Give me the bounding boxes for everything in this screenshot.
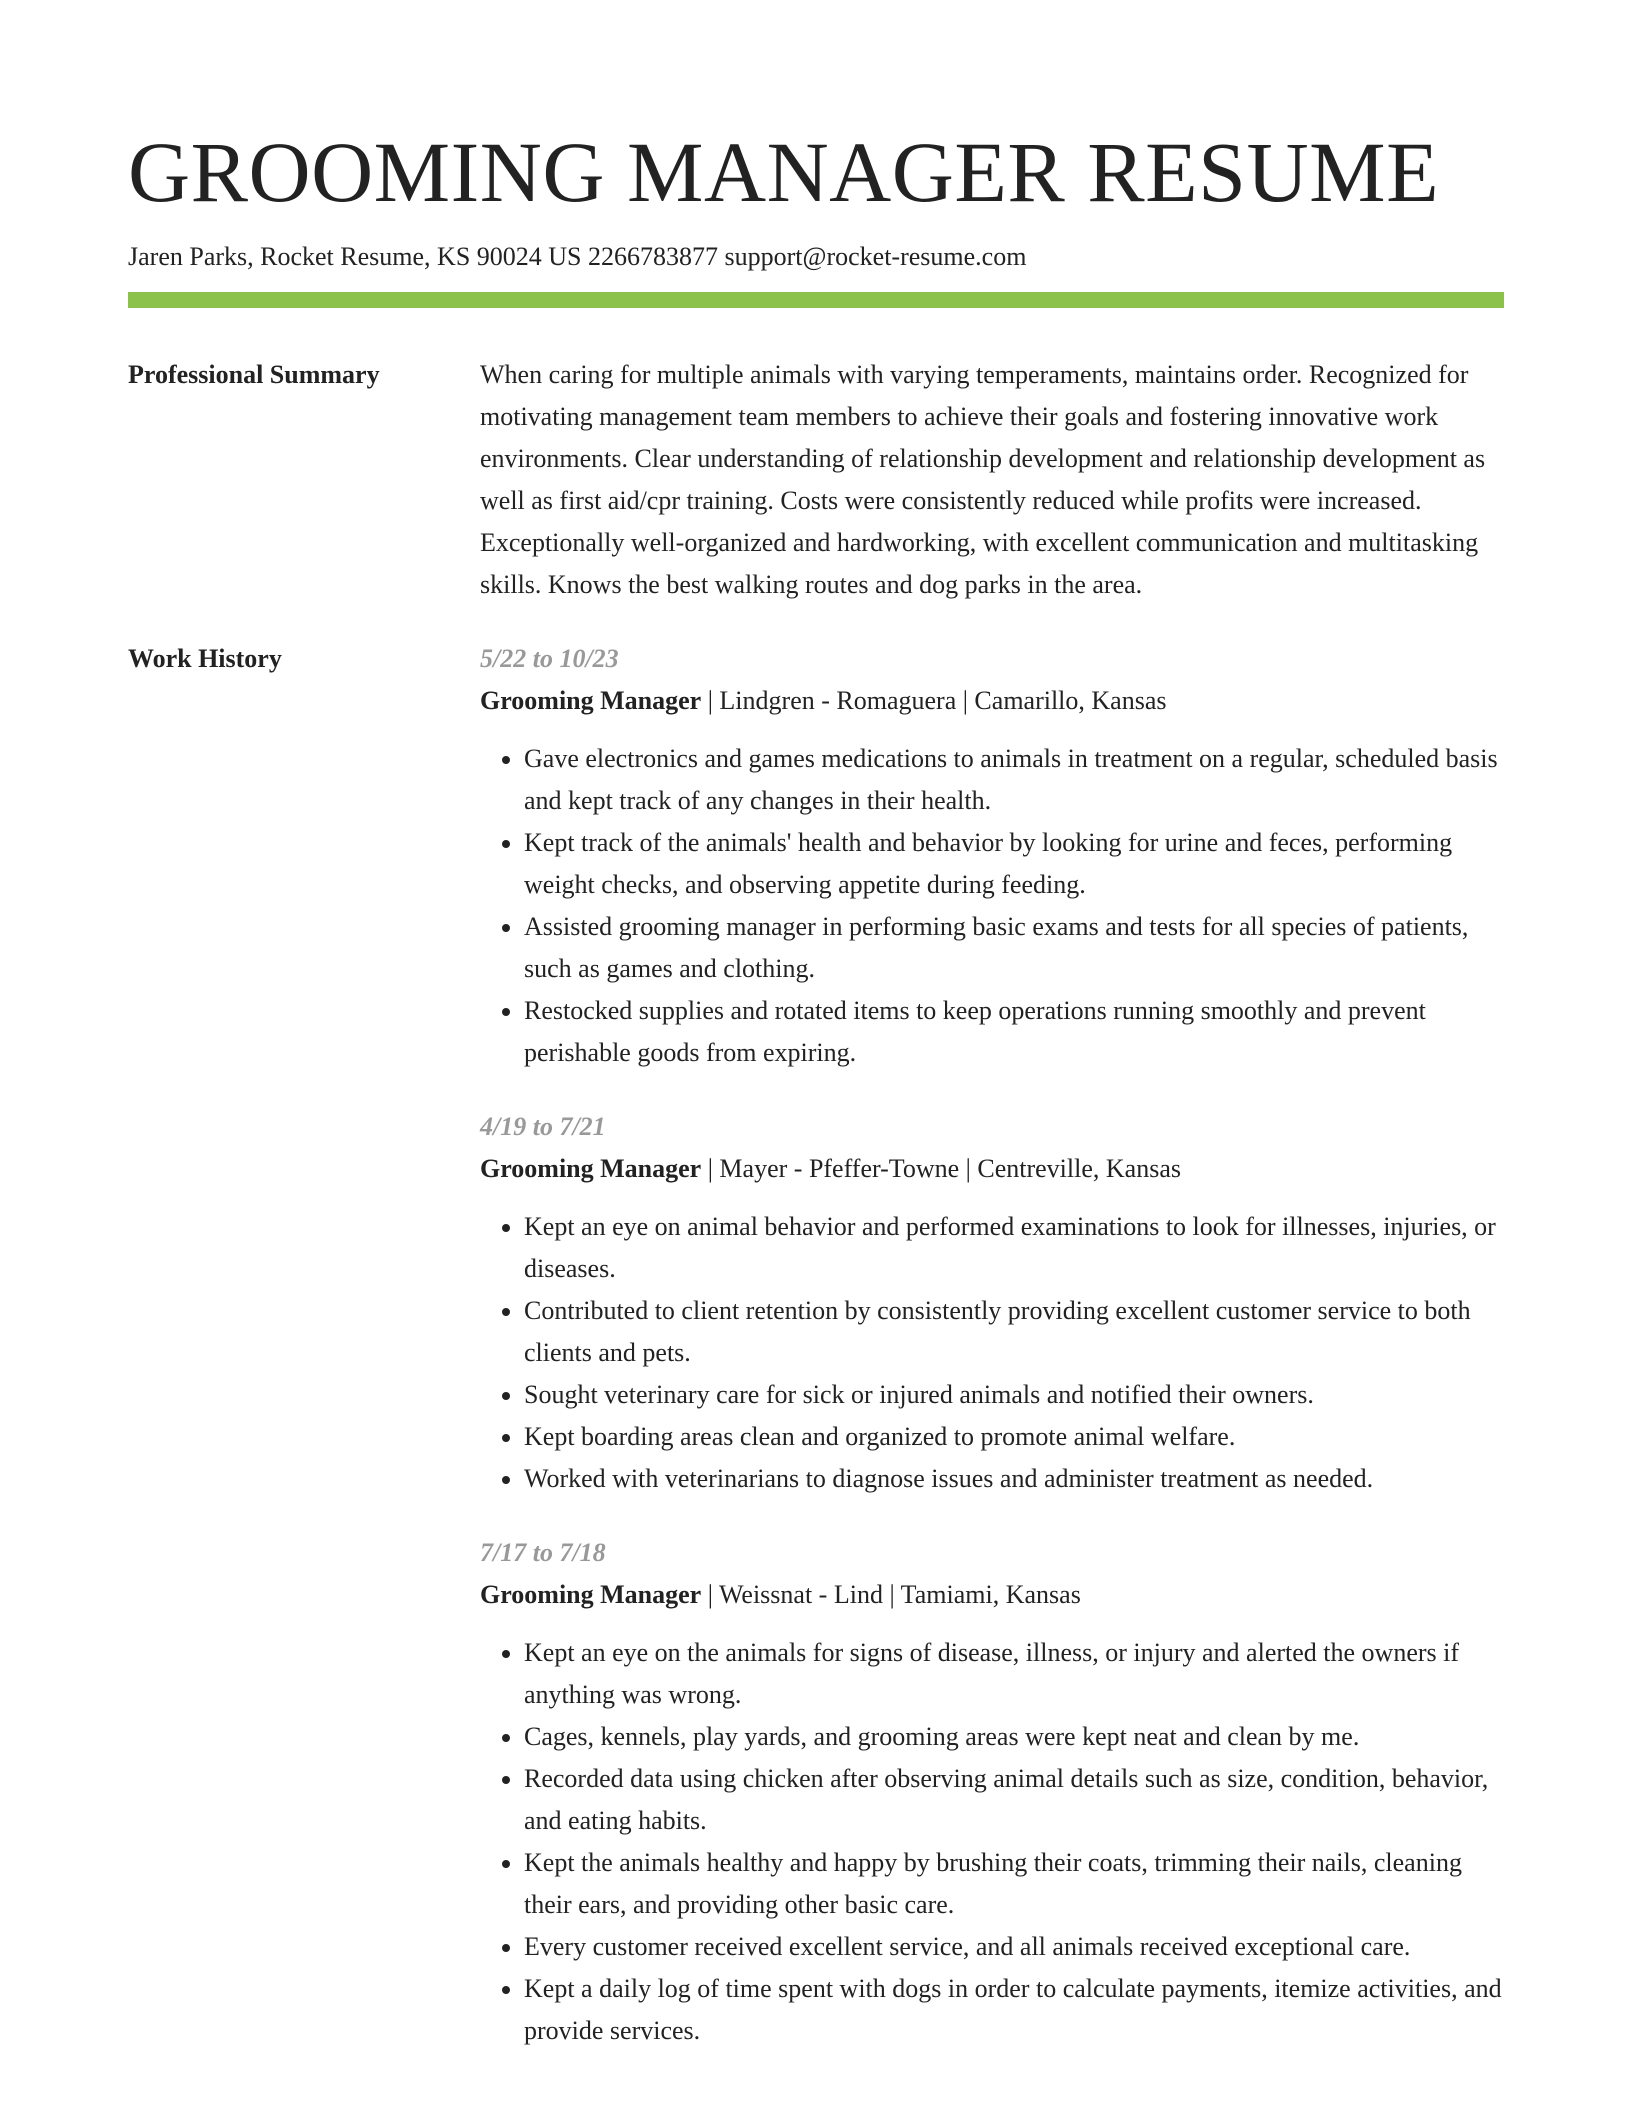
duty-item: • Assisted grooming manager in performing basic exams and tests for all species of patients, such as games and clothing. [524,906,1504,990]
job-duties-list [480,1206,1504,1500]
duty-item: • Kept track of the animals' health and behavior by looking for urine and feces, performing weight checks, and observing appetite during feeding. [524,822,1504,906]
job-title: Grooming Manager [480,1580,702,1609]
job-employer-location: | Mayer - Pfeffer-Towne | Centreville, Kansas [701,1154,1181,1183]
job-duties-list [480,1632,1504,2052]
job-heading [480,1148,1504,1190]
job-heading [480,1574,1504,1616]
duty-item: • Kept an eye on animal behavior and performed examinations to look for illnesses, injuries, or diseases. [524,1206,1504,1290]
job-heading [480,680,1504,722]
duty-item: • Kept a daily log of time spent with dogs in order to calculate payments, itemize activities, and provide services. [524,1968,1504,2052]
duty-item: • Kept the animals healthy and happy by brushing their coats, trimming their nails, cleaning their ears, and providing other basic care. [524,1842,1504,1926]
section-label-work-history: Work History [128,644,282,673]
duty-item: • Kept boarding areas clean and organized to promote animal welfare. [524,1416,1504,1458]
job-title: Grooming Manager [480,1154,702,1183]
job-employer-location: | Weissnat - Lind | Tamiami, Kansas [701,1580,1081,1609]
duty-item: • Recorded data using chicken after observing animal details such as size, condition, behavior, and eating habits. [524,1758,1504,1842]
duty-item: • Gave electronics and games medications to animals in treatment on a regular, scheduled basis and kept track of any changes in their health. [524,738,1504,822]
work-history-section [128,638,1504,2084]
header-divider [128,292,1504,308]
professional-summary-section [128,354,1504,606]
duty-item: • Sought veterinary care for sick or injured animals and notified their owners. [524,1374,1504,1416]
job-entry [480,1106,1504,1500]
job-dates: 4/19 to 7/21 [480,1112,606,1141]
duty-item: • Every customer received excellent service, and all animals received exceptional care. [524,1926,1504,1968]
section-label-summary: Professional Summary [128,360,380,389]
job-dates: 7/17 to 7/18 [480,1538,606,1567]
duty-item: • Cages, kennels, play yards, and grooming areas were kept neat and clean by me. [524,1716,1504,1758]
work-history-body [480,638,1504,2084]
contact-line: Jaren Parks, Rocket Resume, KS 90024 US 2266783877 support@rocket-resume.com [128,242,1027,271]
job-duties-list [480,738,1504,1074]
job-entry [480,1532,1504,2052]
job-title: Grooming Manager [480,686,702,715]
job-entry [480,638,1504,1074]
summary-text: When caring for multiple animals with varying temperaments, maintains order. Recognized for motivating management team members to achieve their goals and fostering innovative work environments. Clear understanding of relationship development and relationship development as well as first aid/cpr training. Costs were consistently reduced while profits were increased. Exceptionally well-organized and hardworking, with excellent communication and multitasking skills. Knows the best walking routes and dog parks in the area. [480,360,1486,599]
job-dates: 5/22 to 10/23 [480,644,619,673]
duty-item: • Worked with veterinarians to diagnose issues and administer treatment as needed. [524,1458,1504,1500]
duty-item: • Kept an eye on the animals for signs of disease, illness, or injury and alerted the owners if anything was wrong. [524,1632,1504,1716]
summary-body [480,354,1504,606]
resume-title: GROOMING MANAGER RESUME [128,124,1440,220]
resume-page [128,118,1504,2084]
job-employer-location: | Lindgren - Romaguera | Camarillo, Kansas [701,686,1167,715]
duty-item: • Contributed to client retention by consistently providing excellent customer service to both clients and pets. [524,1290,1504,1374]
duty-item: • Restocked supplies and rotated items to keep operations running smoothly and prevent perishable goods from expiring. [524,990,1504,1074]
